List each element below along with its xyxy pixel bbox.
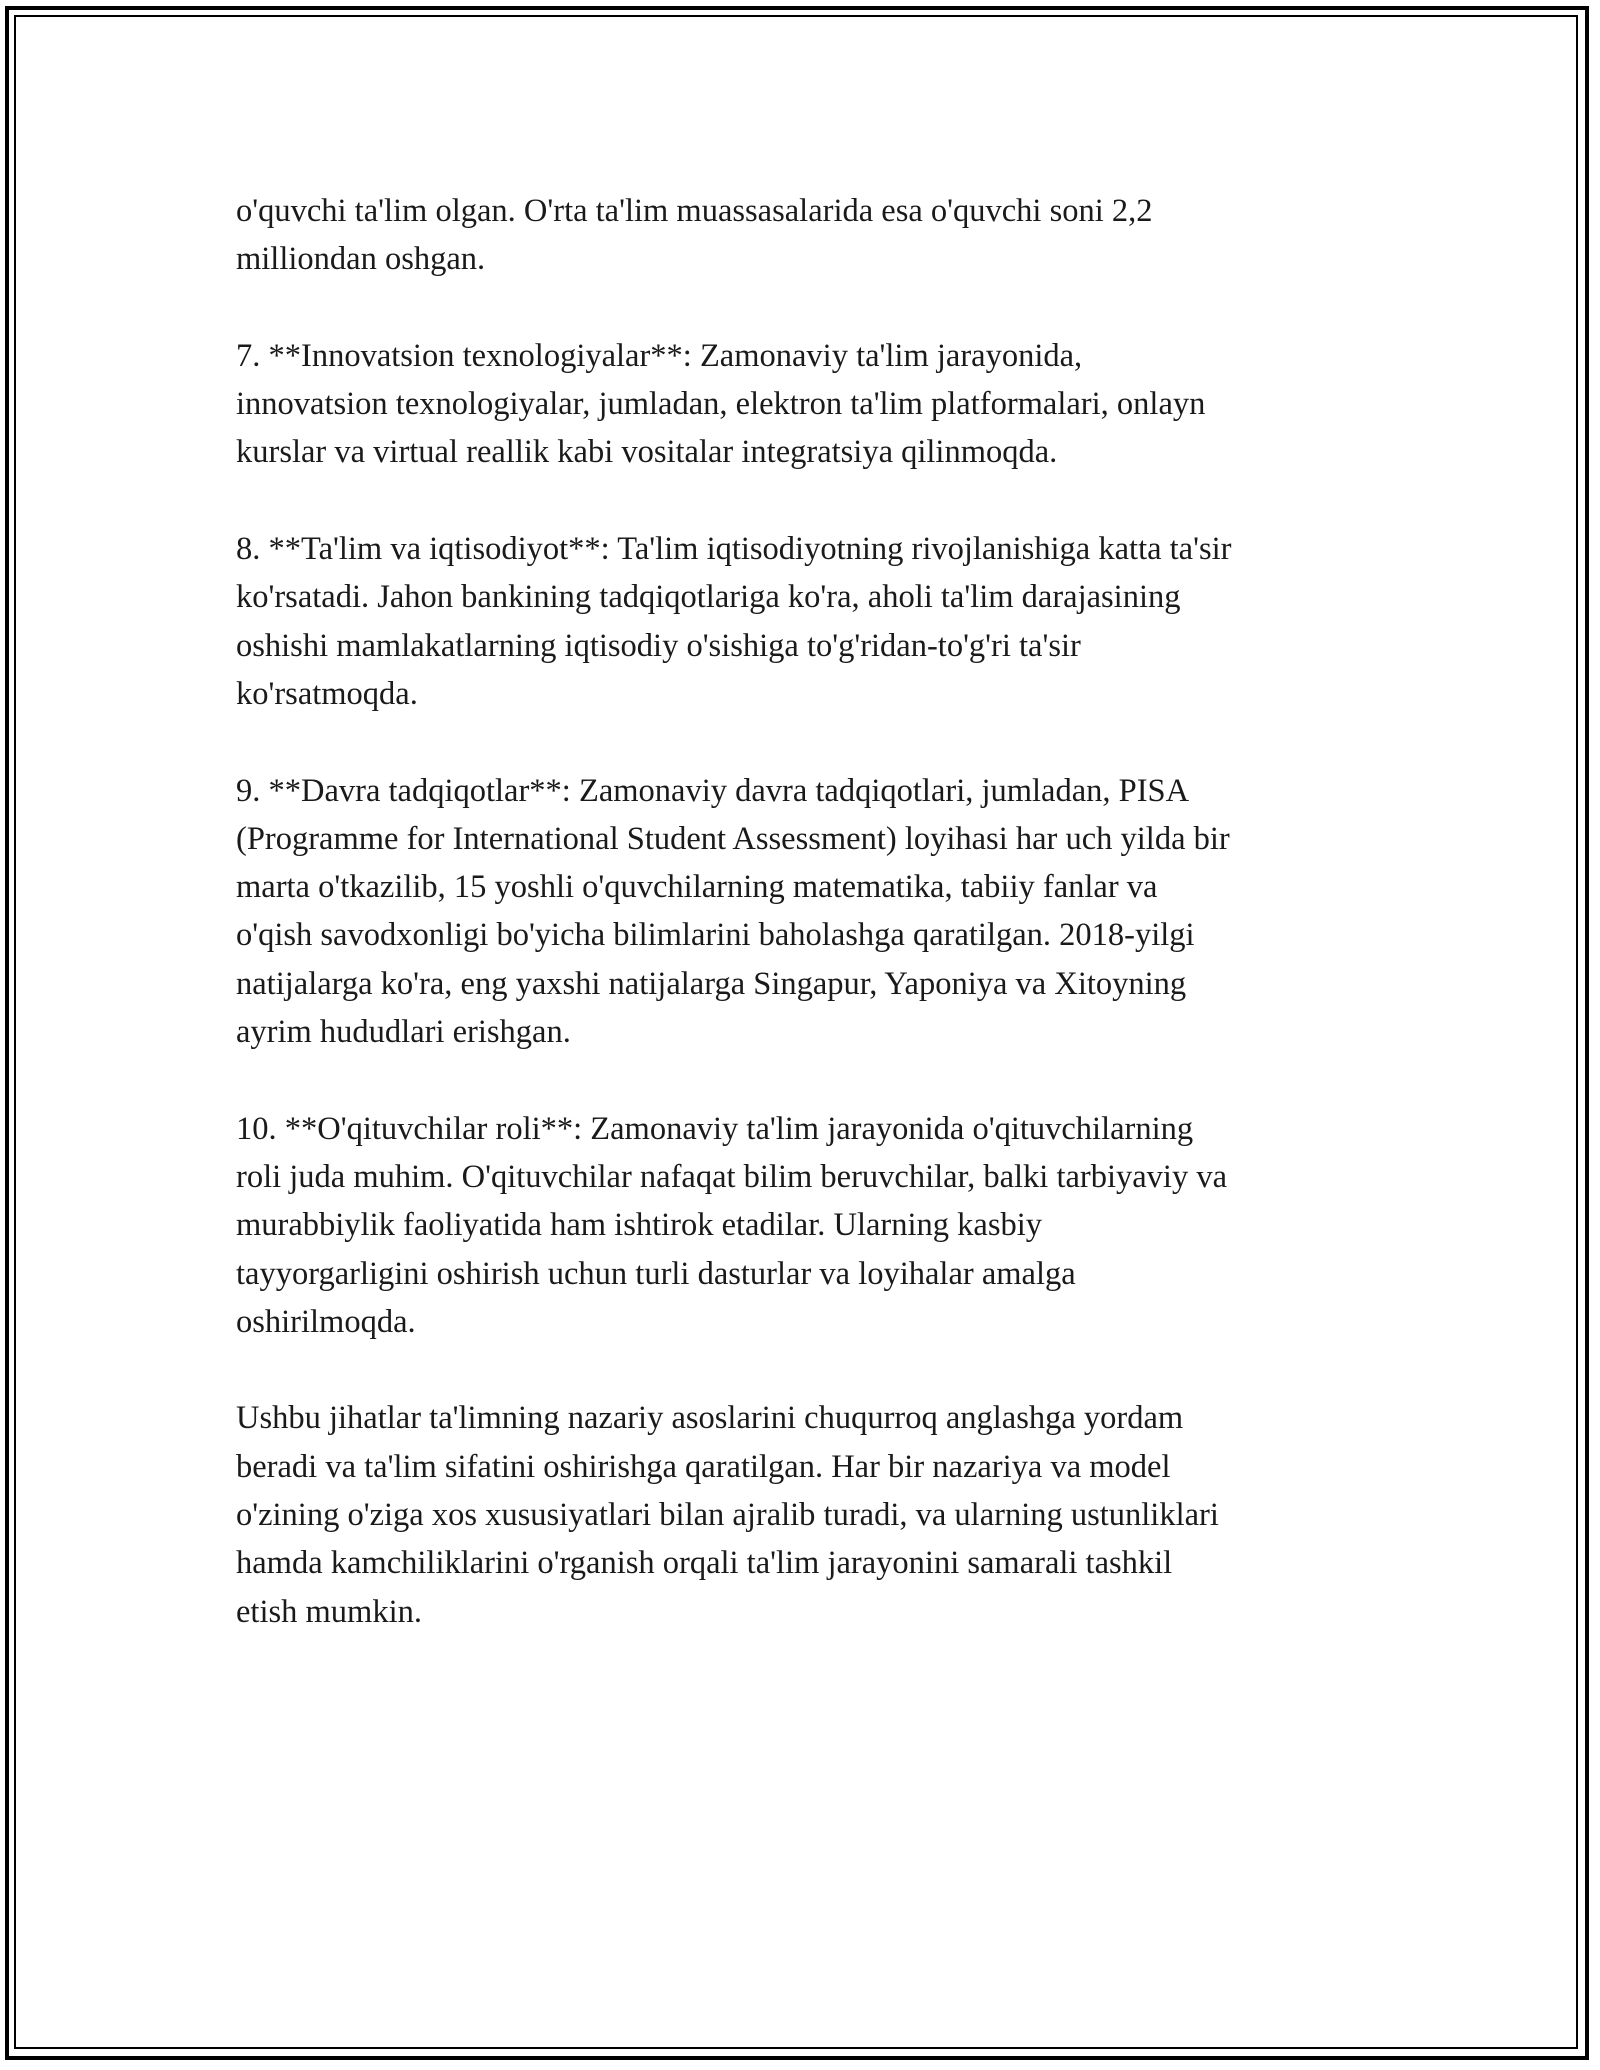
paragraph-item-10: [236, 1105, 1386, 1346]
text-line: 8. **Ta'lim va iqtisodiyot**: Ta'lim iqtisodiyotning rivojlanishiga katta ta'sir: [236, 531, 1232, 568]
text-line: milliondan oshgan.: [236, 241, 486, 278]
text-line: Ushbu jihatlar ta'limning nazariy asoslarini chuqurroq anglashga yordam: [236, 1400, 1184, 1437]
text-line: o'zining o'ziga xos xususiyatlari bilan ajralib turadi, va ularning ustunliklari: [236, 1497, 1219, 1534]
text-line: ko'rsatmoqda.: [236, 675, 418, 712]
text-line: oshirilmoqda.: [236, 1303, 416, 1340]
text-line: murabbiylik faoliyatida ham ishtirok etadilar. Ularning kasbiy: [236, 1207, 1042, 1244]
text-line: oshishi mamlakatlarning iqtisodiy o'sishiga to'g'ridan-to'g'ri ta'sir: [236, 627, 1081, 664]
text-line: 7. **Innovatsion texnologiyalar**: Zamonaviy ta'lim jarayonida,: [236, 337, 1083, 374]
paragraph-continuation: [236, 187, 1386, 284]
text-line: roli juda muhim. O'qituvchilar nafaqat bilim beruvchilar, balki tarbiyaviy va: [236, 1158, 1228, 1195]
text-line: natijalarga ko'ra, eng yaxshi natijalarga Singapur, Yaponiya va Xitoyning: [236, 965, 1187, 1002]
paragraph-item-8: [236, 525, 1386, 718]
text-line: beradi va ta'lim sifatini oshirishga qaratilgan. Har bir nazariya va model: [236, 1448, 1171, 1485]
paragraph-item-7: [236, 332, 1386, 477]
text-line: innovatsion texnologiyalar, jumladan, elektron ta'lim platformalari, onlayn: [236, 386, 1206, 423]
text-line: etish mumkin.: [236, 1593, 422, 1630]
paragraph-conclusion: [236, 1394, 1386, 1635]
document-body: [236, 187, 1386, 1684]
text-line: 10. **O'qituvchilar roli**: Zamonaviy ta'lim jarayonida o'qituvchilarning: [236, 1110, 1194, 1147]
text-line: o'quvchi ta'lim olgan. O'rta ta'lim muassasalarida esa o'quvchi soni 2,2: [236, 193, 1153, 229]
text-line: ayrim hududlari erishgan.: [236, 1014, 571, 1051]
text-line: tayyorgarligini oshirish uchun turli dasturlar va loyihalar amalga: [236, 1255, 1076, 1292]
text-line: (Programme for International Student Assessment) loyihasi har uch yilda bir: [236, 820, 1230, 857]
text-line: marta o'tkazilib, 15 yoshli o'quvchilarning matematika, tabiiy fanlar va: [236, 869, 1158, 906]
text-line: ko'rsatadi. Jahon bankining tadqiqotlariga ko'ra, aholi ta'lim darajasining: [236, 579, 1181, 616]
text-line: kurslar va virtual reallik kabi vositalar integratsiya qilinmoqda.: [236, 434, 1058, 471]
paragraph-item-9: [236, 767, 1386, 1057]
text-line: 9. **Davra tadqiqotlar**: Zamonaviy davra tadqiqotlari, jumladan, PISA: [236, 772, 1190, 809]
text-line: hamda kamchiliklarini o'rganish orqali ta'lim jarayonini samarali tashkil: [236, 1545, 1173, 1582]
text-line: o'qish savodxonligi bo'yicha bilimlarini baholashga qaratilgan. 2018-yilgi: [236, 917, 1195, 954]
